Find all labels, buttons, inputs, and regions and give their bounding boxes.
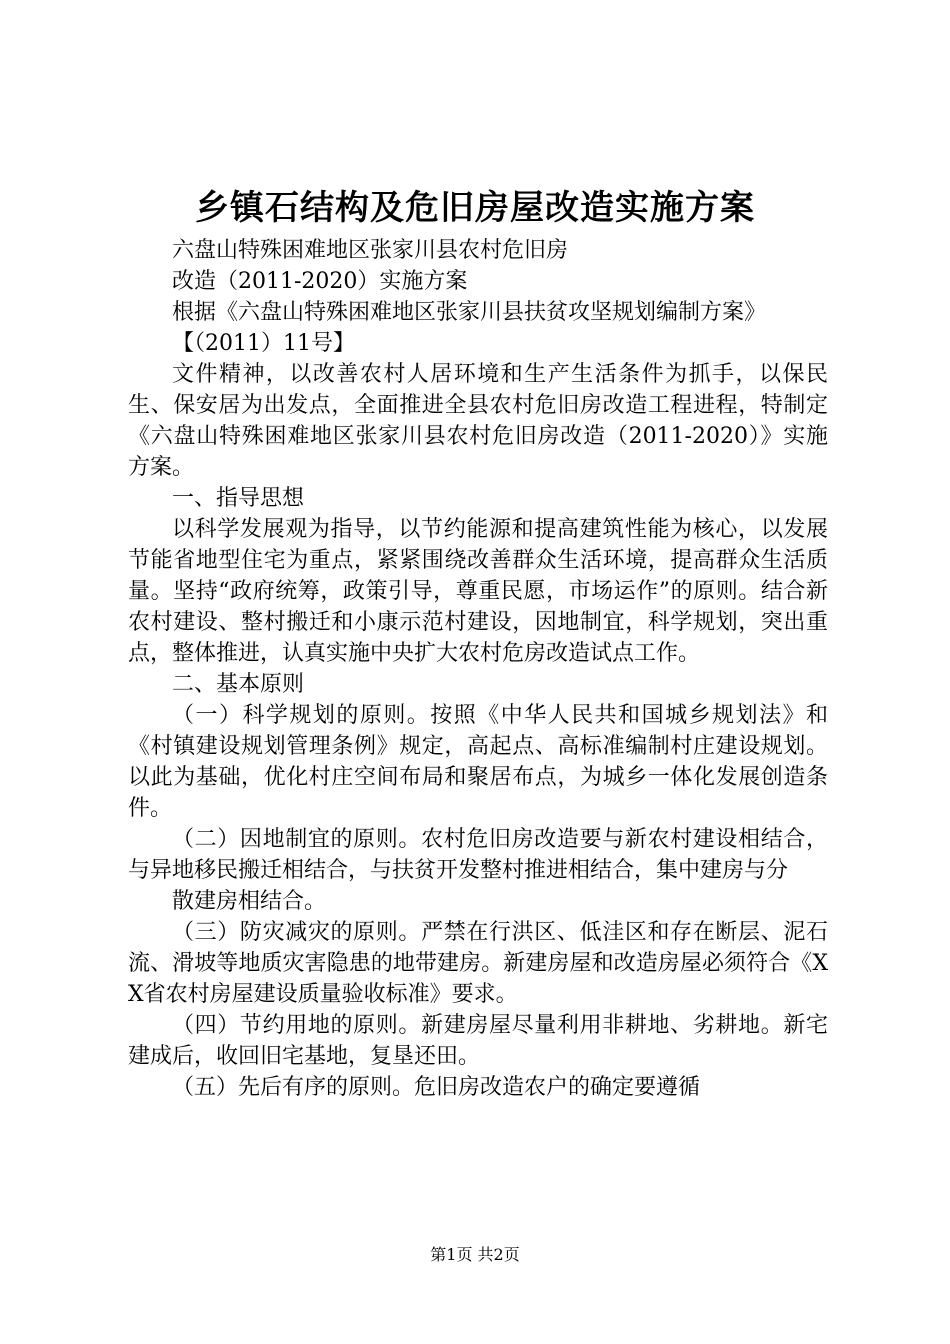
principle-3-paragraph: （三）防灾减灾的原则。严禁在行洪区、低洼区和存在断层、泥石流、滑坡等地质灾害隐患的地带建房。新建房屋和改造房屋必须符合《XX省农村房屋建设质量验收标准》要求。 <box>128 920 828 1007</box>
document-title: 乡镇石结构及危旧房屋改造实施方案 <box>195 188 755 228</box>
page-footer: 第1页 共2页 <box>430 1245 520 1264</box>
principle-4-paragraph: （四）节约用地的原则。新建房屋尽量利用非耕地、劣耕地。新宅建成后，收回旧宅基地，复垦还田。 <box>128 1013 828 1069</box>
intro-paragraph: 文件精神，以改善农村人居环境和生产生活条件为抓手，以保民生、保安居为出发点，全面推进全县农村危旧房改造工程进程，特制定《六盘山特殊困难地区张家川县农村危旧房改造（2011-2020）》实施方案。 <box>128 362 828 480</box>
principle-5-paragraph: （五）先后有序的原则。危旧房改造农户的确定要遵循 <box>172 1075 701 1100</box>
principle-2-continuation: 散建房相结合。 <box>172 889 327 914</box>
document-number: 【（2011）11号】 <box>172 331 355 356</box>
principle-1-paragraph: （一）科学规划的原则。按照《中华人民共和国城乡规划法》和《村镇建设规划管理条例》规定，高起点、高标准编制村庄建设规划。以此为基础，优化村庄空间布局和聚居布点，为城乡一体化发展创造条件。 <box>128 703 828 821</box>
section-heading-basic-principles: 二、基本原则 <box>172 672 305 697</box>
section-heading-guiding-thought: 一、指导思想 <box>172 486 305 511</box>
document-body <box>128 235 828 1103</box>
guiding-thought-paragraph: 以科学发展观为指导，以节约能源和提高建筑性能为核心，以发展节能省地型住宅为重点，紧紧围绕改善群众生活环境，提高群众生活质量。坚持“政府统筹，政策引导，尊重民愿，市场运作”的原则。结合新农村建设、整村搬迁和小康示范村建设，因地制宜，科学规划，突出重点，整体推进，认真实施中央扩大农村危房改造试点工作。 <box>128 517 828 666</box>
principle-2-paragraph: （二）因地制宜的原则。农村危旧房改造要与新农村建设相结合，与异地移民搬迁相结合，与扶贫开发整村推进相结合，集中建房与分 <box>128 827 828 883</box>
subtitle-line-2: 改造（2011-2020）实施方案 <box>172 269 468 294</box>
subtitle-line-1: 六盘山特殊困难地区张家川县农村危旧房 <box>172 238 569 263</box>
basis-paragraph: 根据《六盘山特殊困难地区张家川县扶贫攻坚规划编制方案》 <box>172 300 767 325</box>
